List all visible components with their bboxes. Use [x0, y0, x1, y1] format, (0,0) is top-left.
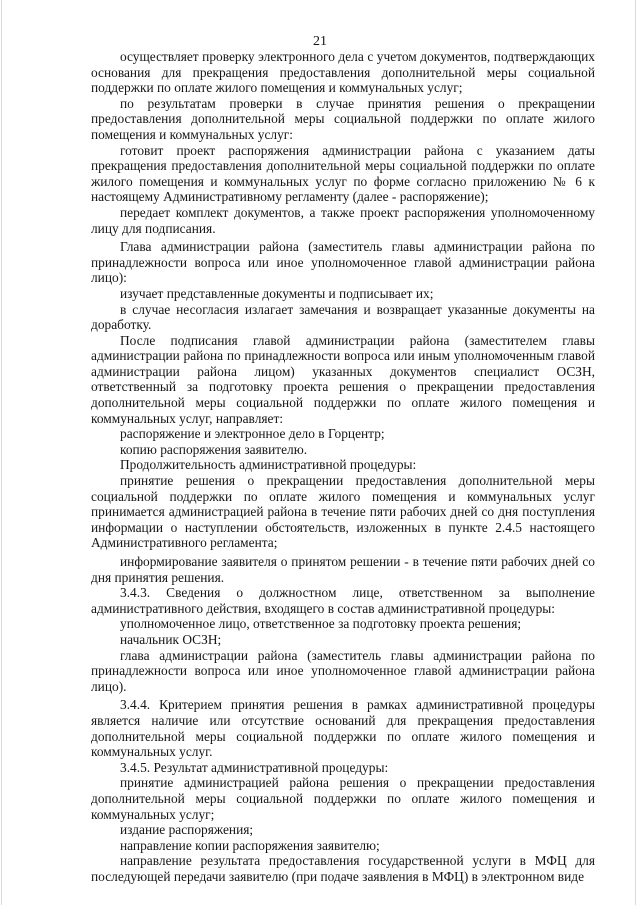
paragraph: по результатам проверки в случае принятия решения о прекращении предоставления дополнительной меры социальной поддержки по оплате жилого помещения и коммунальных услуг: — [91, 95, 595, 142]
paragraph: информирование заявителя о принятом решении - в течение пяти рабочих дней со дня принятия решения. — [91, 554, 595, 585]
paragraph: осуществляет проверку электронного дела с учетом документов, подтверждающих основания для прекращения предоставления дополнительной меры социальной поддержки по оплате жилого помещения и коммунальных услуг; — [91, 49, 595, 96]
scan-edge-left — [1, 0, 2, 905]
scan-edge-right — [635, 0, 636, 905]
paragraph: начальник ОСЗН; — [120, 631, 222, 647]
paragraph: Продолжительность административной процедуры: — [120, 457, 417, 473]
paragraph: 3.4.4. Критерием принятия решения в рамках административной процедуры является наличие или отсутствие оснований для прекращения предоставления дополнительной меры социальной поддержки по оплате жилого помещения и коммунальных услуг. — [91, 697, 595, 760]
paragraph: уполномоченное лицо, ответственное за подготовку проекта решения; — [120, 616, 522, 632]
paragraph: направление результата предоставления государственной услуги в МФЦ для последующей передачи заявителю (при подаче заявления в МФЦ) в электронном виде — [91, 853, 595, 884]
paragraph: глава администрации района (заместитель главы администрации района по принадлежности вопроса или иное уполномоченное главой администрации района лицо). — [91, 647, 595, 694]
paragraph: готовит проект распоряжения администрации района с указанием даты прекращения предоставления дополнительной меры социальной поддержки по оплате жилого помещения и коммунальных услуг по форме согласно приложению № 6 к настоящему Административному регламенту (далее - распоряжение); — [91, 142, 595, 205]
paragraph: в случае несогласия излагает замечания и возвращает указанные документы на доработку. — [91, 301, 595, 333]
page-number: 21 — [313, 34, 327, 49]
paragraph: принятие администрацией района решения о прекращении предоставления дополнительной меры социальной поддержки по оплате жилого помещения и коммунальных услуг; — [91, 775, 595, 822]
paragraph: Глава администрации района (заместитель главы администрации района по принадлежности вопроса или иное уполномоченное главой администрации района лицо): — [91, 239, 595, 286]
document-body — [91, 49, 595, 884]
paragraph: После подписания главой администрации района (заместителем главы администрации района по принадлежности вопроса или иным уполномоченным главой администрации района лицом) указанных документов специалист ОСЗН, ответственный за подготовку проекта решения о прекращении предоставления дополнительной меры социальной поддержки по оплате жилого помещения и коммунальных услуг, направляет: — [91, 332, 595, 426]
paragraph: 3.4.5. Результат административной процедуры: — [120, 759, 389, 775]
paragraph: 3.4.3. Сведения о должностном лице, ответственном за выполнение административного действия, входящего в состав административной процедуры: — [91, 585, 595, 616]
paragraph: издание распоряжения; — [120, 822, 254, 838]
paragraph: направление копии распоряжения заявителю; — [120, 837, 380, 853]
paragraph: изучает представленные документы и подписывает их; — [120, 285, 434, 301]
paragraph: распоряжение и электронное дело в Горцентр; — [120, 426, 385, 442]
paragraph: копию распоряжения заявителю. — [120, 441, 308, 457]
paragraph: принятие решения о прекращении предоставления дополнительной меры социальной поддержки по оплате жилого помещения и коммунальных услуг принимается администрацией района в течение пяти рабочих дней со дня поступления информации о наступлении обстоятельств, изложенных в пункте 2.4.5 настоящего Административного регламента; — [91, 473, 595, 551]
paragraph: передает комплект документов, а также проект распоряжения уполномоченному лицу для подписания. — [91, 204, 595, 236]
